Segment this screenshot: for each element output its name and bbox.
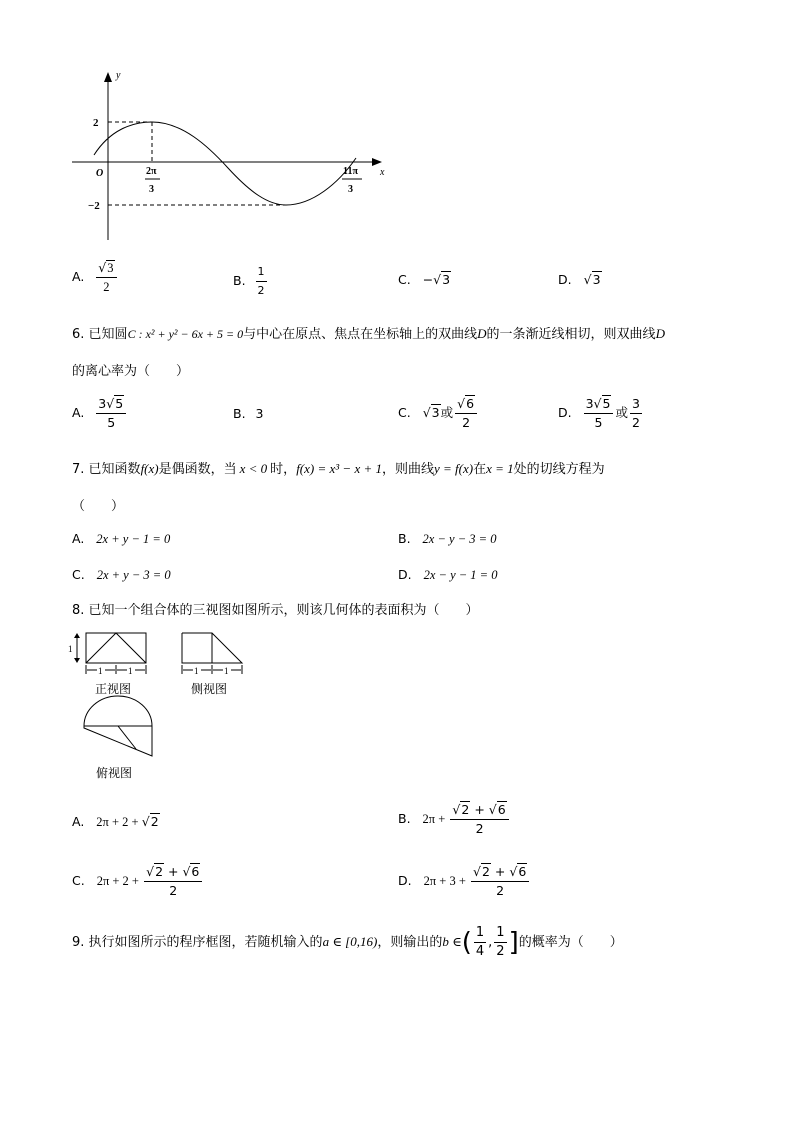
q7-text-d: ，则曲线 [381,462,434,477]
q9-right-bracket: ] [508,927,519,958]
q8-d-r2: 6 [518,864,527,879]
q5-a-letter: A. [72,269,85,284]
q5-c-rad: 3 [442,272,451,287]
q7-d-val: 2x − y − 1 = 0 [423,568,498,582]
front-rect [86,633,146,663]
q5-a-den: 2 [103,280,110,294]
q7-fx: f(x) [140,461,159,476]
side-dim-1b: 1 [224,666,229,676]
x1-num: 2π [146,166,157,177]
q5-b-letter: B. [233,273,246,288]
q7-def: f(x) = x³ − x + 1 [296,461,382,476]
q7-cond: x < 0 [239,461,268,476]
q8-d-letter: D. [398,873,412,888]
front-triangle [86,633,146,663]
q6-stem [72,323,665,342]
q6-d-symbol: D [477,326,487,341]
front-view-label: 正视图 [95,682,132,696]
q8-c-letter: C. [72,873,85,888]
q7-text-f: 处的切线方程为 [513,462,605,477]
q6-d-or: 或 [615,405,628,420]
q8-d-val: 2π + 3 + [423,874,470,888]
q5-a-num: 3 [107,261,114,275]
q6-d-den: 5 [594,415,603,430]
q8-b-r2: 6 [497,802,506,817]
sine-graph [60,68,400,248]
q6-line2: 的离心率为（ ） [72,364,190,379]
q8-b-val: 2π + [422,812,449,826]
q6-a-coef: 3 [98,396,107,411]
q7-option-b[interactable] [398,531,496,547]
q9-f2: 1 [494,925,506,943]
q7-option-c[interactable] [72,567,171,583]
q6-text-c: 的一条渐近线相切，则双曲线 [486,327,656,342]
q5-option-a[interactable]: A. $\frac{√3}{2}$ [72,260,119,295]
q6-b-val: 3 [255,406,264,421]
q7-text-e: 在 [473,462,487,477]
q6-c-rad2: 6 [466,396,475,411]
origin-label: O [96,168,104,179]
q7-b-val: 2x − y − 3 = 0 [422,532,497,546]
q6-c-or: 或 [440,405,454,420]
q7-stem [72,458,605,477]
q6-a-letter: A. [72,405,85,420]
side-view [178,630,248,676]
q9-left-paren: ( [461,927,472,958]
q8-stem [72,599,479,618]
front-view [68,630,158,676]
front-dim-1b: 1 [128,666,133,676]
q7-text-c: 时， [270,462,297,477]
q9-f2d: 2 [496,944,505,959]
q6-c-den: 2 [462,415,471,430]
q8-a-letter: A. [72,814,85,829]
q8-option-b[interactable]: B. 2π + $\frac{√2 + √6}{2}$ [398,802,511,837]
q8-b-letter: B. [398,811,411,826]
front-dim-1a: 1 [98,666,103,676]
q5-option-c[interactable]: C. −√3 [398,272,451,287]
q6-c-rad1: 3 [431,405,440,420]
q7-curve: y = f(x) [434,461,474,476]
side-dim-1a: 1 [194,666,199,676]
q7-c-val: 2x + y − 3 = 0 [96,568,171,582]
q5-c-letter: C. [398,272,411,287]
q6-c-letter: C. [398,405,411,420]
q7-c-letter: C. [72,567,85,582]
y-min-label: −2 [88,200,100,212]
q9-number: 9. [72,935,85,950]
q6-d-coef: 3 [585,396,594,411]
q6-text-a: 已知圆 [88,327,128,342]
q5-option-d[interactable]: D. √3 [558,272,601,287]
y-max-label: 2 [93,117,99,129]
q6-option-c[interactable]: C. √3或 $\frac{√6}{2}$ [398,396,479,431]
q8-b-r1: 2 [461,802,470,817]
x2-num: 11π [343,166,358,177]
q7-option-a[interactable] [72,531,170,547]
q7-text-a: 已知函数 [88,462,141,477]
y-axis-label: y [116,70,121,81]
top-view [80,694,160,764]
x1-den: 3 [149,184,154,195]
q9-text-b: ，则输出的 [377,935,443,950]
q5-c-minus: − [422,272,434,287]
q5-option-b[interactable] [233,264,269,299]
q6-stem-line2 [72,360,189,379]
front-dim-v-label: 1 [68,644,73,654]
q7-point: x = 1 [486,461,514,476]
q9-b-in: b ∈ [442,934,462,949]
q9-text-c: 的概率为（ ） [518,935,623,950]
q7-number: 7. [72,462,85,477]
q7-a-val: 2x + y − 1 = 0 [96,532,171,546]
y-axis-arrow [104,72,112,82]
q8-c-r2: 6 [191,864,200,879]
q7-line2: （ ） [72,499,125,514]
q8-c-val: 2π + 2 + [96,874,143,888]
q7-d-letter: D. [398,567,412,582]
q6-d-den2: 2 [631,415,640,430]
top-triangle [84,726,152,756]
q9-a-in: a ∈ [0,16) [322,934,378,949]
q5-d-letter: D. [558,272,572,287]
q8-text: 已知一个组合体的三视图如图所示，则该几何体的表面积为（ ） [88,603,479,618]
q6-d-rad: 5 [602,396,611,411]
q9-f1d: 4 [475,944,485,959]
q7-stem-line2 [72,495,124,514]
q6-number: 6. [72,327,85,342]
q6-a-den: 5 [107,415,116,430]
q6-text-b: 与中心在原点、焦点在坐标轴上的双曲线 [243,327,478,342]
q7-a-letter: A. [72,531,85,546]
q6-d-symbol-2: D [655,326,665,341]
q8-option-a[interactable]: A. 2π + 2 + √2 [72,814,159,829]
sine-curve [94,122,356,205]
q8-a-rad: 2 [150,814,159,829]
front-dim-v-arrow-down [74,658,80,663]
q5-b-den: 2 [257,284,265,297]
top-view-label: 俯视图 [96,766,133,780]
q5-d-rad: 3 [592,272,601,287]
q7-text-b: 是偶函数，当 [158,462,237,477]
q6-d-letter: D. [558,405,572,420]
q8-option-d[interactable]: D. 2π + 3 + $\frac{√2 + √6}{2}$ [398,864,531,899]
side-view-label: 侧视图 [191,682,228,696]
q6-a-rad: 5 [115,396,124,411]
q6-option-d[interactable]: D. $\frac{3√5}{5}$ 或 $\frac{3}{2}$ [558,396,640,430]
front-dim-v-arrow-up [74,633,80,638]
q8-number: 8. [72,603,85,618]
q6-d-num2: 3 [630,396,642,414]
q8-d-r1: 2 [481,864,490,879]
top-semicircle [84,696,152,726]
q8-c-r1: 2 [155,864,164,879]
x-axis-arrow [372,158,382,166]
q9-f1: 1 [474,925,486,943]
x-axis-label: x [380,167,385,178]
q8-c-den: 2 [169,883,178,898]
q8-a-val: 2π + 2 + [96,815,142,829]
q8-option-c[interactable]: C. 2π + 2 + $\frac{√2 + √6}{2}$ [72,864,204,899]
q6-option-a[interactable]: A. $\frac{3√5}{5}$ [72,396,128,431]
q5-b-num: 1 [256,264,267,282]
x2-den: 3 [348,184,353,195]
q6-b-letter: B. [233,406,246,421]
q7-option-d[interactable] [398,567,498,583]
q8-b-den: 2 [475,821,484,836]
q6-option-b[interactable] [233,406,264,421]
q7-b-letter: B. [398,531,411,546]
q9-stem: 9. 执行如图所示的程序框图，若随机输入的a ∈ [0,16)，则输出的b ∈( $\frac{1}{4}$ , $\frac{1}{2}$ ]的概率为（ ） [72,925,623,959]
q9-text-a: 执行如图所示的程序框图，若随机输入的 [88,935,323,950]
q6-equation: C : x² + y² − 6x + 5 = 0 [127,327,244,341]
q8-d-den: 2 [496,883,505,898]
